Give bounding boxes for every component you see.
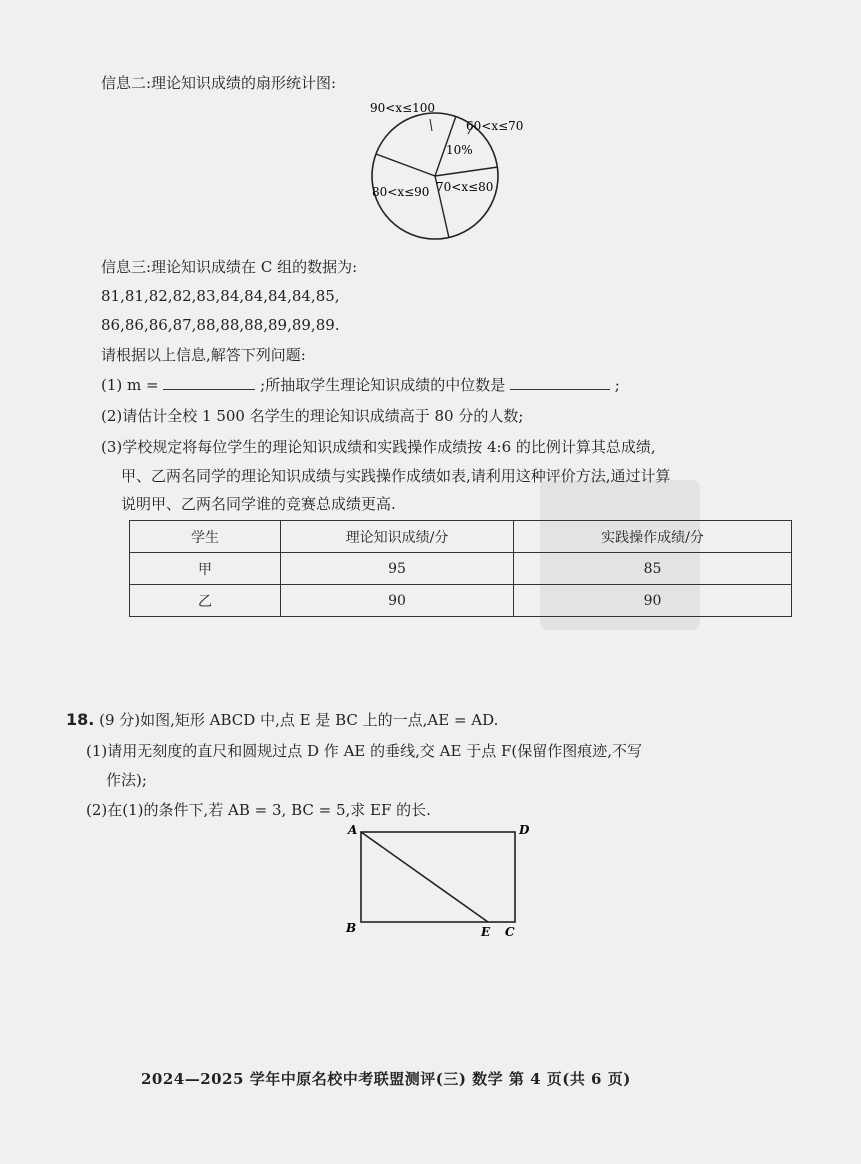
questions-prompt: 请根据以上信息,解答下列问题:: [101, 346, 306, 364]
q1-part-a: (1) m =: [101, 376, 159, 394]
table-header-student: 学生: [130, 521, 281, 553]
question-18-part2: (2)在(1)的条件下,若 AB = 3, BC = 5,求 EF 的长.: [86, 801, 431, 819]
label-b: B: [346, 921, 357, 935]
info3-title: 信息三:理论知识成绩在 C 组的数据为:: [101, 258, 358, 276]
q1-part-b: ;所抽取学生理论知识成绩的中位数是: [260, 376, 506, 394]
question-1: [101, 374, 620, 396]
table-row: [130, 585, 792, 617]
label-a: A: [348, 823, 358, 837]
info3-data-line2: 86,86,86,87,88,88,88,89,89,89.: [101, 316, 340, 334]
table-cell-theory: 90: [281, 585, 514, 617]
question-3-line3: 说明甲、乙两名同学谁的竞赛总成绩更高.: [121, 495, 396, 513]
segment-ae: [361, 832, 488, 922]
pie-chart: [340, 95, 540, 255]
label-c: C: [505, 925, 515, 939]
table-cell-student: 甲: [130, 553, 281, 585]
pie-label-pct: 10%: [446, 143, 473, 157]
pie-divider-1: [376, 154, 435, 176]
table-header-practice: 实践操作成绩/分: [514, 521, 792, 553]
table-row: [130, 553, 792, 585]
table-cell-practice: 85: [514, 553, 792, 585]
question-18-stem: [66, 709, 498, 731]
question-3-line1: (3)学校规定将每位学生的理论知识成绩和实践操作成绩按 4:6 的比例计算其总成绩,: [101, 438, 656, 456]
rectangle-abcd: [361, 832, 515, 922]
pie-label-70-80: 70<x≤80: [436, 180, 494, 194]
label-e: E: [481, 925, 491, 939]
table-cell-practice: 90: [514, 585, 792, 617]
rectangle-figure: [340, 820, 530, 940]
question-18-part1-line1: (1)请用无刻度的直尺和圆规过点 D 作 AE 的垂线,交 AE 于点 F(保留作图痕迹,不写: [86, 742, 643, 760]
q1-blank-m: [163, 375, 255, 390]
pie-label-60-70: 60<x≤70: [466, 119, 524, 133]
info3-data-line1: 81,81,82,82,83,84,84,84,84,85,: [101, 287, 340, 305]
question-18-text: (9 分)如图,矩形 ABCD 中,点 E 是 BC 上的一点,AE = AD.: [99, 711, 499, 729]
q1-part-c: ;: [614, 376, 620, 394]
table-header-row: [130, 521, 792, 553]
question-2: (2)请估计全校 1 500 名学生的理论知识成绩高于 80 分的人数;: [101, 407, 524, 425]
q1-blank-median: [510, 375, 610, 390]
question-18-part1-line2: 作法);: [106, 771, 147, 789]
table-cell-theory: 95: [281, 553, 514, 585]
info2-title: 信息二:理论知识成绩的扇形统计图:: [101, 74, 337, 92]
label-d: D: [519, 823, 530, 837]
question-3-line2: 甲、乙两名同学的理论知识成绩与实践操作成绩如表,请利用这种评价方法,通过计算: [121, 467, 671, 485]
question-18-number: 18.: [66, 710, 95, 729]
page-footer: 2024—2025 学年中原名校中考联盟测评(三) 数学 第 4 页(共 6 页): [141, 1070, 631, 1088]
pie-label-90-100: 90<x≤100: [370, 101, 436, 115]
pie-divider-3: [435, 167, 498, 176]
pie-leader-1: [430, 119, 432, 131]
table-cell-student: 乙: [130, 585, 281, 617]
table-header-theory: 理论知识成绩/分: [281, 521, 514, 553]
score-table: [129, 520, 792, 617]
pie-label-80-90: 80<x≤90: [372, 185, 430, 199]
